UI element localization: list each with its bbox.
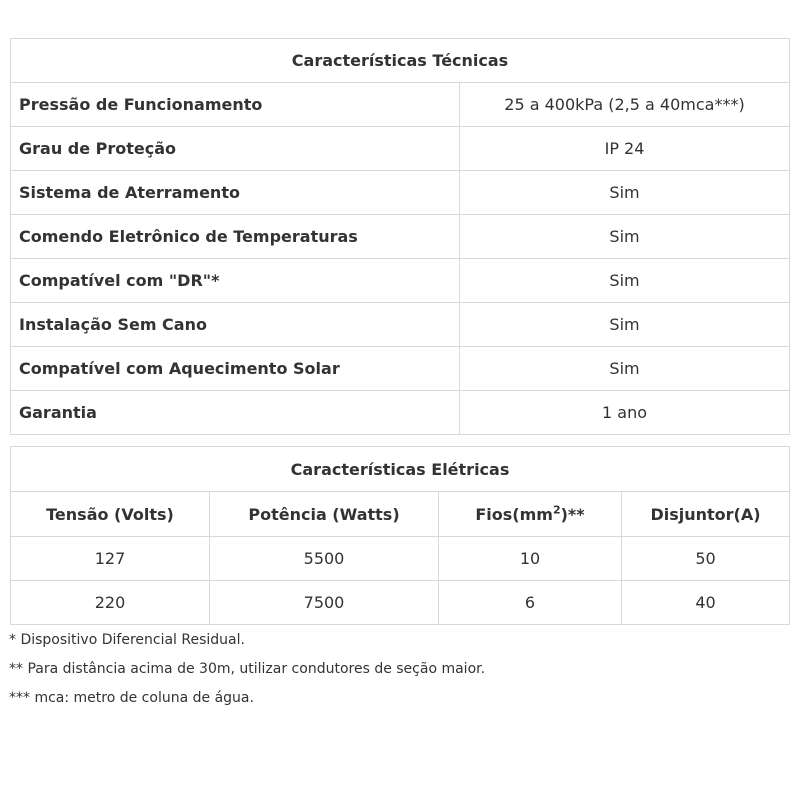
technical-row-label: Compatível com Aquecimento Solar: [11, 347, 460, 391]
technical-row: [11, 83, 790, 127]
technical-row-value: IP 24: [460, 127, 790, 171]
technical-row: [11, 391, 790, 435]
footnote: ** Para distância acima de 30m, utilizar condutores de seção maior.: [9, 661, 486, 677]
technical-row: [11, 303, 790, 347]
technical-row-label: Grau de Proteção: [11, 127, 460, 171]
power-cell: 7500: [210, 581, 439, 625]
technical-row: [11, 347, 790, 391]
technical-table-title: Características Técnicas: [11, 39, 790, 83]
technical-row: [11, 127, 790, 171]
technical-row: [11, 215, 790, 259]
technical-row-label: Garantia: [11, 391, 460, 435]
electrical-characteristics-table: [10, 446, 790, 625]
breaker-cell: 40: [622, 581, 790, 625]
technical-row-value: Sim: [460, 303, 790, 347]
technical-row-value: Sim: [460, 171, 790, 215]
voltage-cell: 220: [11, 581, 210, 625]
technical-row: [11, 259, 790, 303]
header-wires: [439, 492, 622, 537]
header-wires-prefix: Fios(mm: [475, 504, 553, 524]
header-wires-sup: 2: [552, 503, 561, 517]
footnote: * Dispositivo Diferencial Residual.: [9, 632, 245, 648]
technical-row-label: Sistema de Aterramento: [11, 171, 460, 215]
technical-row-label: Compatível com "DR"*: [11, 259, 460, 303]
technical-row-label: Pressão de Funcionamento: [11, 83, 460, 127]
technical-row-value: 1 ano: [460, 391, 790, 435]
technical-row-value: Sim: [460, 347, 790, 391]
technical-row: [11, 171, 790, 215]
power-cell: 5500: [210, 537, 439, 581]
technical-row-value: Sim: [460, 215, 790, 259]
voltage-cell: 127: [11, 537, 210, 581]
header-power: Potência (Watts): [210, 492, 439, 537]
wires-cell: 10: [439, 537, 622, 581]
footnote: *** mca: metro de coluna de água.: [9, 690, 254, 706]
footnotes: [9, 626, 485, 713]
electrical-row: [11, 537, 790, 581]
technical-row-value: 25 a 400kPa (2,5 a 40mca***): [460, 83, 790, 127]
header-voltage: Tensão (Volts): [11, 492, 210, 537]
technical-row-label: Comendo Eletrônico de Temperaturas: [11, 215, 460, 259]
breaker-cell: 50: [622, 537, 790, 581]
wires-cell: 6: [439, 581, 622, 625]
technical-row-value: Sim: [460, 259, 790, 303]
header-wires-suffix: )**: [560, 504, 585, 524]
header-breaker: Disjuntor(A): [622, 492, 790, 537]
technical-row-label: Instalação Sem Cano: [11, 303, 460, 347]
electrical-row: [11, 581, 790, 625]
technical-characteristics-table: [10, 38, 790, 435]
electrical-table-title: Características Elétricas: [11, 447, 790, 492]
